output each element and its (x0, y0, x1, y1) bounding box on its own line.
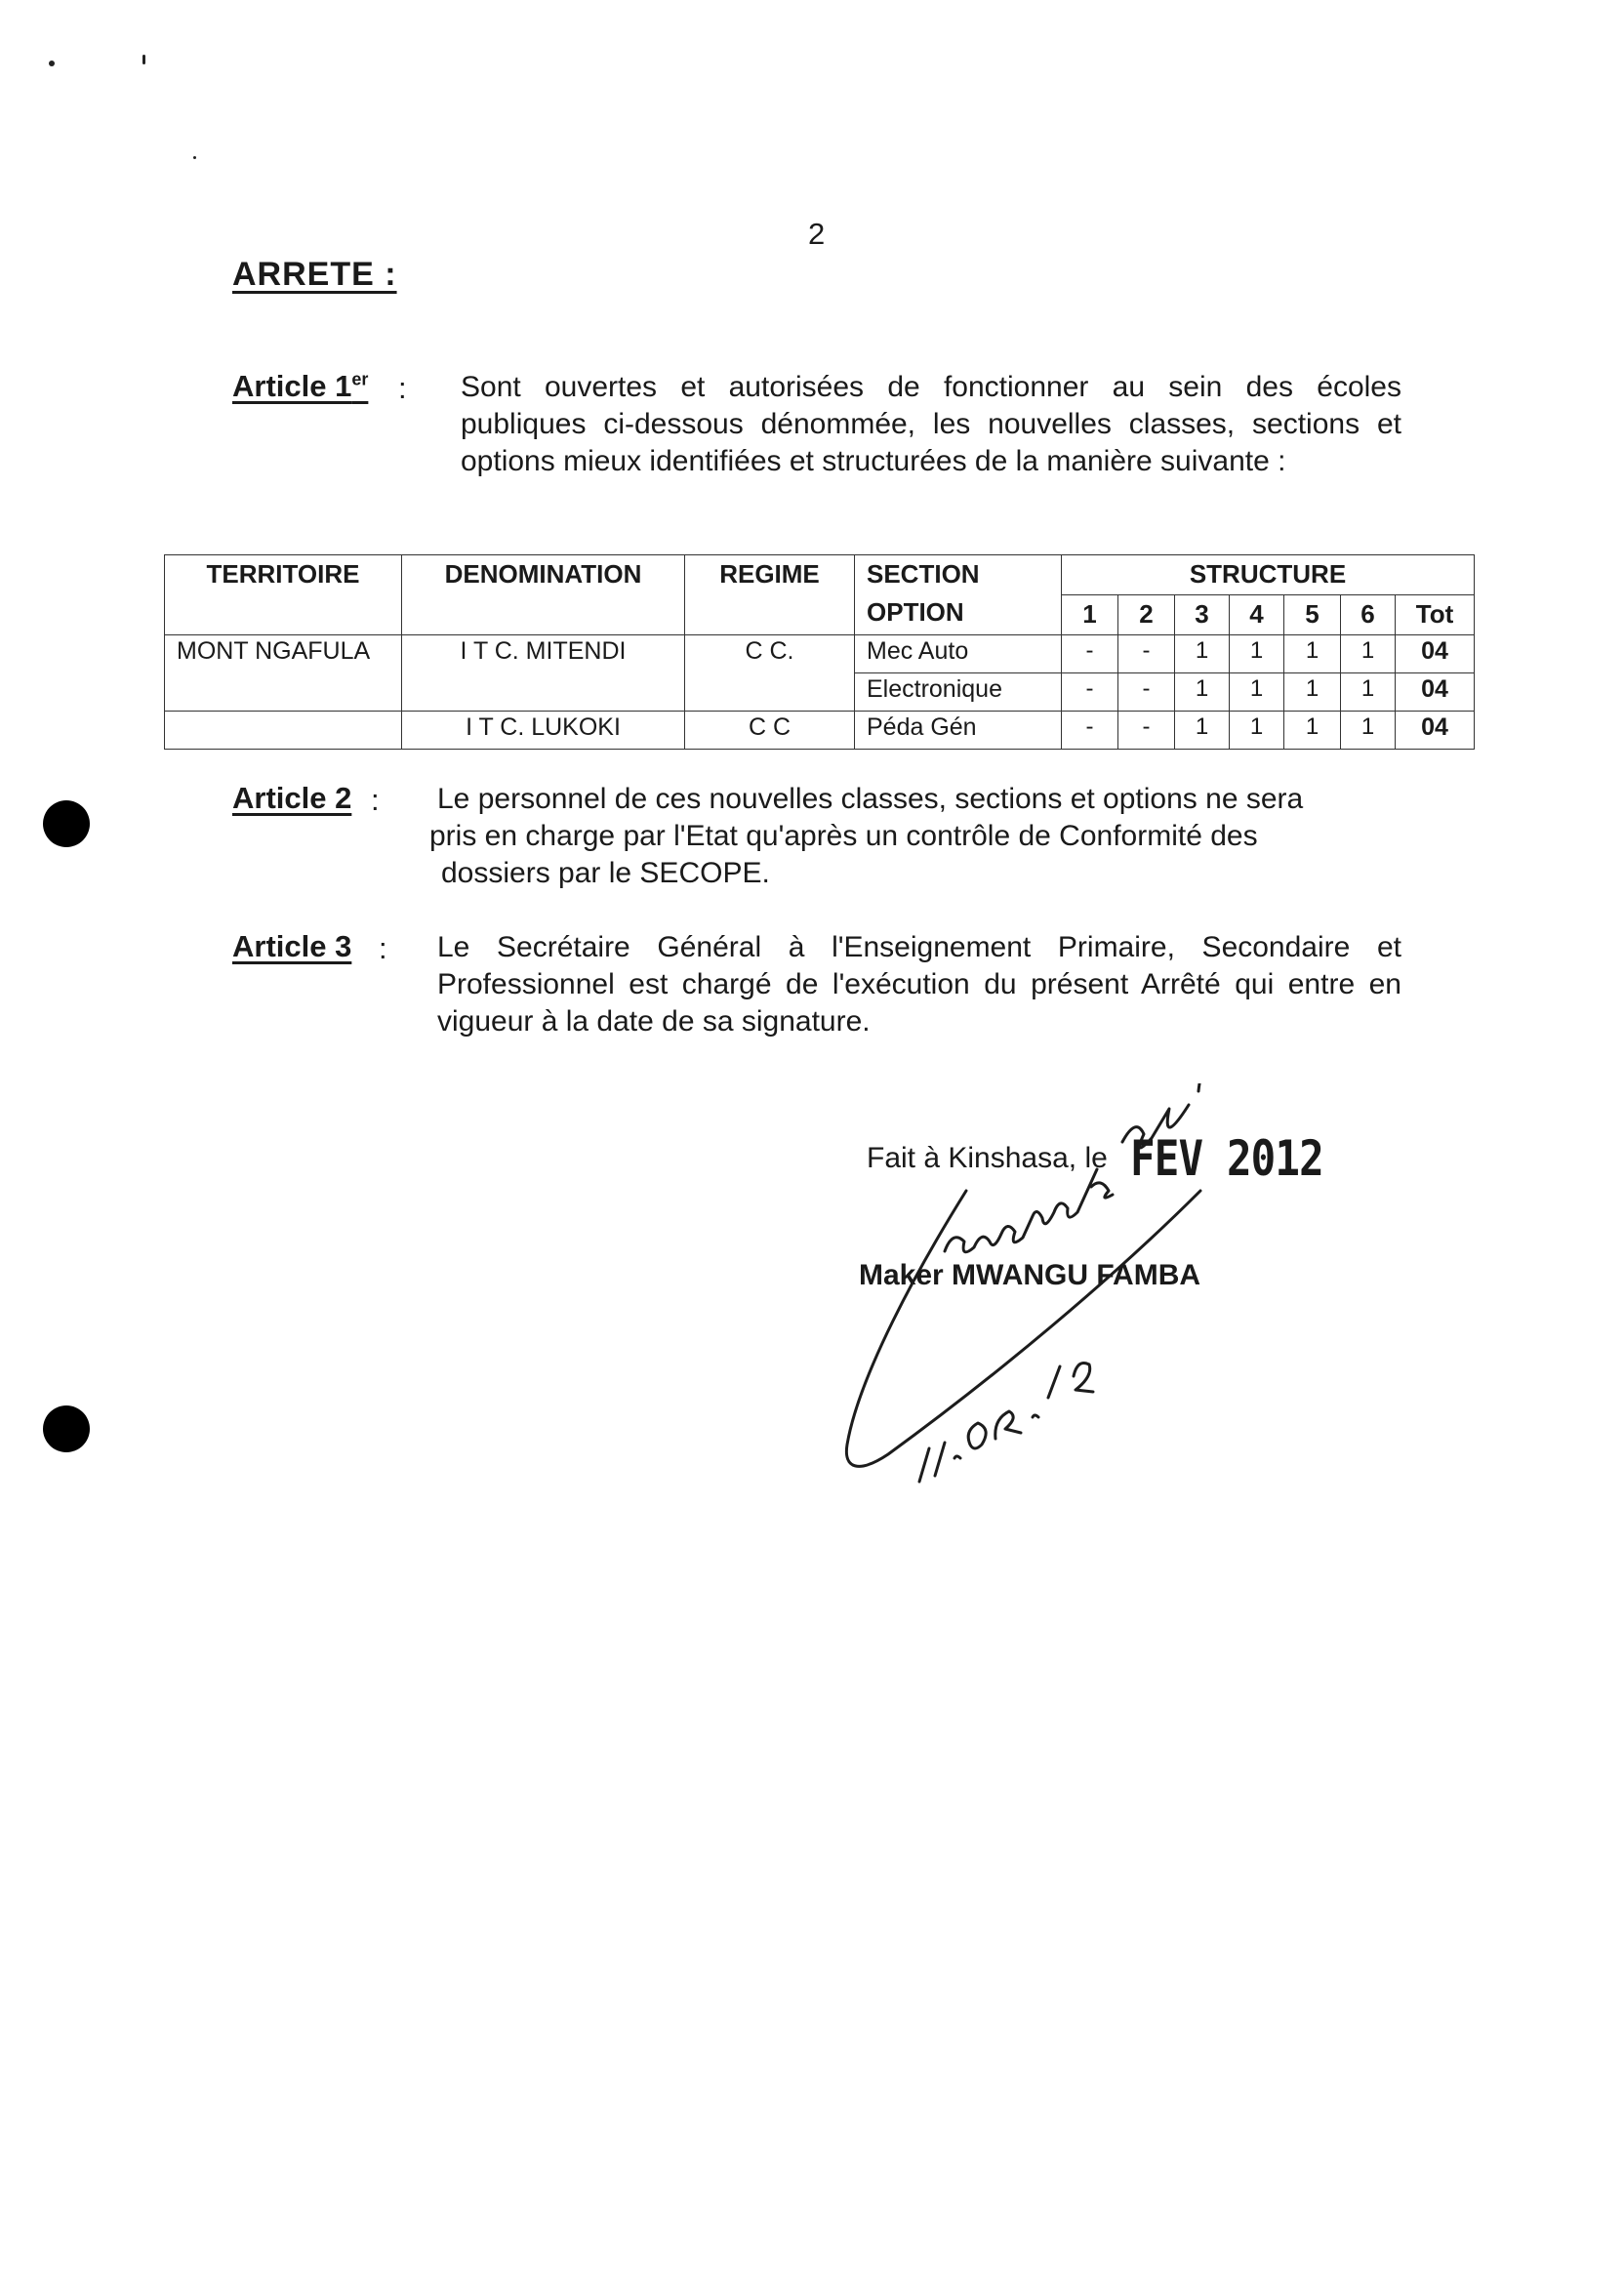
article-1-label: Article 1er (232, 369, 369, 403)
article-3-colon: : (379, 931, 387, 965)
header-level-3: 3 (1175, 595, 1230, 635)
header-option: OPTION (855, 595, 1062, 635)
cell-regime: C C (685, 712, 855, 750)
header-level-4: 4 (1230, 595, 1284, 635)
cell-level: 1 (1341, 635, 1396, 673)
table-row (165, 635, 1475, 673)
header-level-6: 6 (1341, 595, 1396, 635)
cell-level: - (1062, 712, 1118, 750)
header-level-2: 2 (1118, 595, 1175, 635)
cell-territoire: MONT NGAFULA (165, 635, 402, 673)
handwritten-signature (830, 1083, 1259, 1493)
cell-level: 1 (1341, 673, 1396, 712)
article-2-text: Le personnel de ces nouvelles classes, sections et options ne sera pris en charge par l'Etat qu'après un contrôle de Conformité des dossiers par le SECOPE. (429, 783, 1304, 889)
header-denomination: DENOMINATION (402, 555, 685, 635)
cell-level: 1 (1175, 712, 1230, 750)
cell-total: 04 (1396, 712, 1475, 750)
cell-level: 1 (1284, 673, 1341, 712)
cell-level: 1 (1230, 673, 1284, 712)
cell-level: - (1118, 712, 1175, 750)
date-stamp: FEV 2012 (1130, 1130, 1323, 1187)
article-1-text: Sont ouvertes et autorisées de fonctionner au sein des écoles publiques ci-dessous dénommée, les nouvelles classes, sections et options mieux identifiées et structurées de la manière suivante : (461, 371, 1401, 477)
cell-denomination: I T C. LUKOKI (402, 712, 685, 750)
cell-regime (685, 673, 855, 712)
cell-denomination (402, 673, 685, 712)
scan-speck (193, 156, 196, 159)
cell-territoire (165, 673, 402, 712)
signing-place: Fait à Kinshasa, le (867, 1142, 1108, 1174)
table-row (165, 712, 1475, 750)
article-1-colon: : (398, 371, 407, 405)
cell-total: 04 (1396, 635, 1475, 673)
table-row (165, 673, 1475, 712)
cell-level: 1 (1230, 635, 1284, 673)
article-2-label: Article 2 (232, 781, 352, 815)
cell-level: 1 (1230, 712, 1284, 750)
cell-level: - (1118, 673, 1175, 712)
punch-hole (43, 1405, 90, 1452)
cell-level: 1 (1284, 712, 1341, 750)
structure-table (164, 554, 1475, 750)
header-level-5: 5 (1284, 595, 1341, 635)
cell-level: 1 (1284, 635, 1341, 673)
header-section: SECTION (855, 555, 1062, 595)
cell-level: - (1062, 635, 1118, 673)
signer-name: Maker MWANGU FAMBA (859, 1259, 1201, 1291)
scan-speck (142, 55, 145, 64)
cell-level: 1 (1175, 673, 1230, 712)
article-3-text: Le Secrétaire Général à l'Enseignement Primaire, Secondaire et Professionnel est chargé de l'exécution du présent Arrêté qui entre en vigueur à la date de sa signature. (437, 931, 1401, 1038)
cell-option: Péda Gén (855, 712, 1062, 750)
cell-regime: C C. (685, 635, 855, 673)
cell-level: - (1118, 635, 1175, 673)
header-structure: STRUCTURE (1062, 555, 1475, 595)
cell-level: 1 (1341, 712, 1396, 750)
scan-speck (49, 61, 55, 66)
decree-heading: ARRETE : (232, 256, 397, 293)
cell-level: 1 (1175, 635, 1230, 673)
cell-level: - (1062, 673, 1118, 712)
cell-total: 04 (1396, 673, 1475, 712)
article-3-label: Article 3 (232, 929, 352, 963)
article-2-colon: : (371, 783, 380, 817)
cell-option: Mec Auto (855, 635, 1062, 673)
cell-denomination: I T C. MITENDI (402, 635, 685, 673)
header-regime: REGIME (685, 555, 855, 635)
cell-option: Electronique (855, 673, 1062, 712)
cell-territoire (165, 712, 402, 750)
punch-hole (43, 800, 90, 847)
page-number: 2 (808, 217, 826, 251)
header-level-1: 1 (1062, 595, 1118, 635)
header-total: Tot (1396, 595, 1475, 635)
header-territoire: TERRITOIRE (165, 555, 402, 635)
